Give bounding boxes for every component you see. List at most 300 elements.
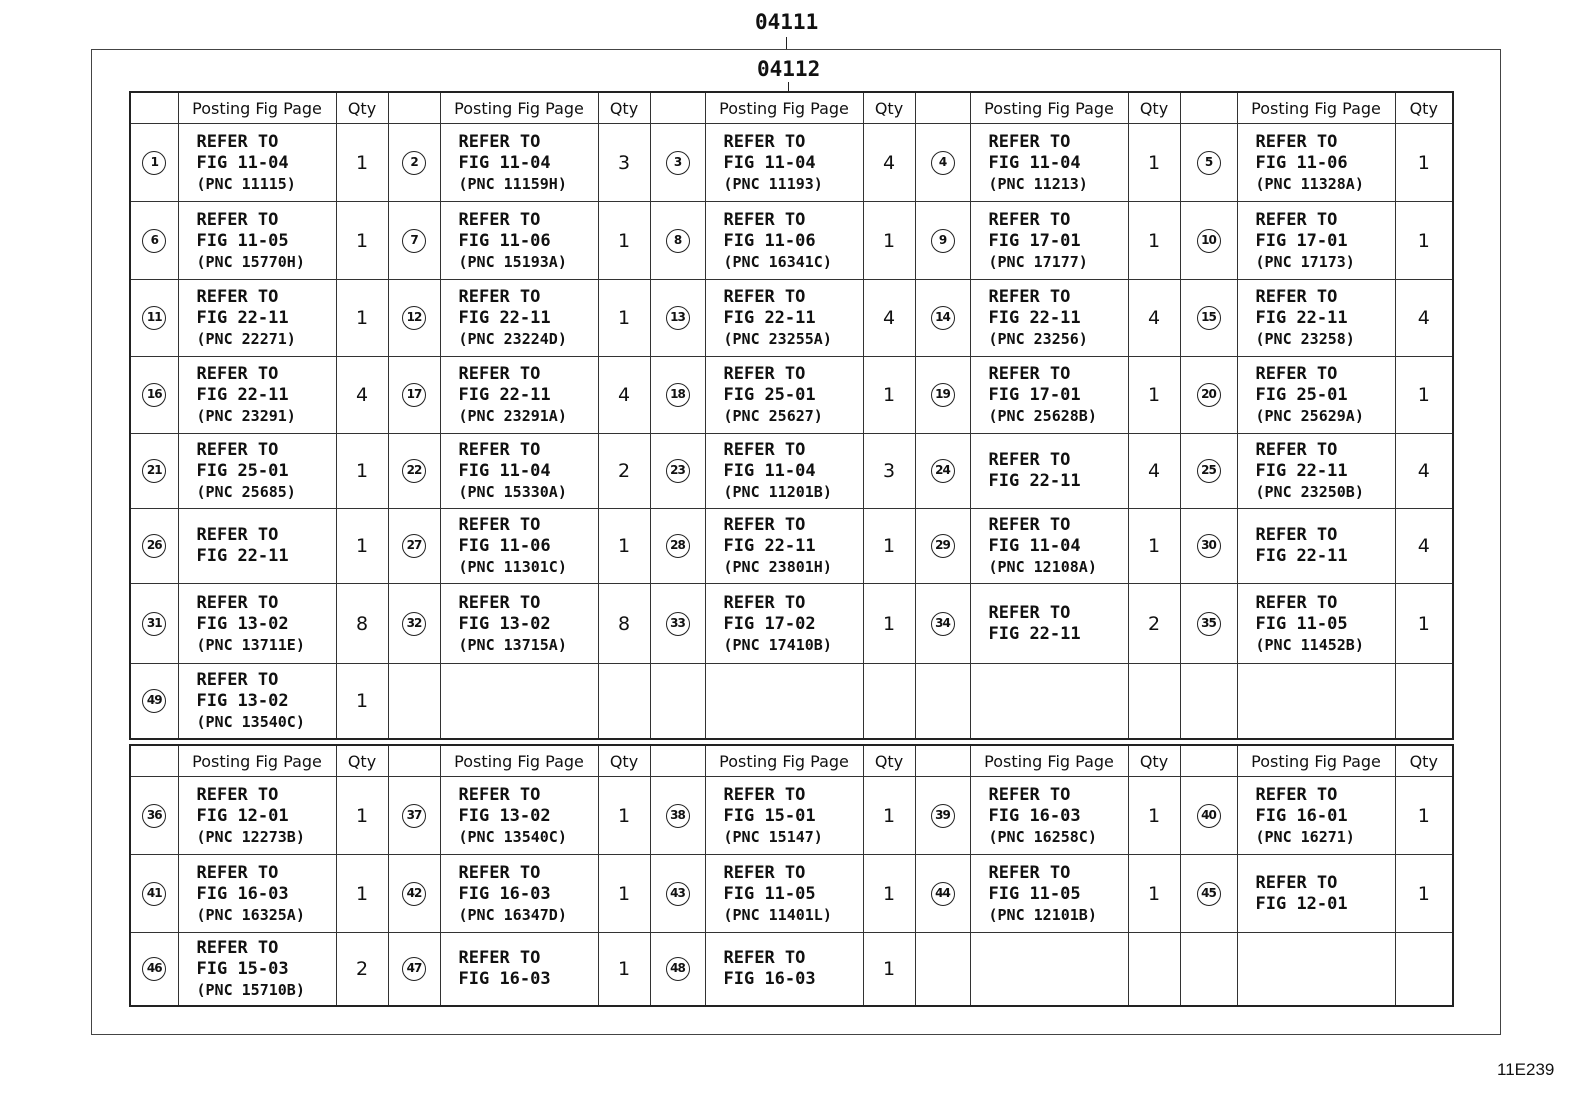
refer-to-text: REFER TO — [723, 440, 806, 460]
circled-ref-number: 42 — [402, 882, 426, 906]
circled-ref-number: 2 — [402, 151, 426, 175]
qty-cell — [1128, 933, 1180, 1006]
fig-page-text: FIG 22-11 — [723, 308, 816, 328]
refer-to-text: REFER TO — [988, 862, 1071, 883]
header-qty: Qty — [1395, 92, 1453, 124]
qty-cell — [598, 664, 650, 739]
fig-page-text: FIG 13-02 — [458, 613, 551, 634]
header-qty: Qty — [863, 745, 915, 777]
table-row — [130, 280, 1453, 357]
fig-page-text: FIG 17-02 — [723, 613, 816, 634]
fig-page-text: FIG 11-04 — [723, 152, 816, 173]
refer-to-text: REFER TO — [458, 364, 541, 384]
posting-cell — [970, 124, 1128, 202]
ref-number-cell — [388, 933, 440, 1006]
posting-cell — [178, 280, 336, 357]
pnc-text: (PNC 25628B) — [988, 407, 1097, 425]
qty-cell: 1 — [863, 357, 915, 434]
table-row — [130, 202, 1453, 280]
pnc-text: (PNC 23224D) — [458, 330, 567, 348]
posting-cell — [440, 202, 598, 280]
fig-page-text: FIG 13-02 — [458, 805, 551, 826]
posting-cell — [440, 584, 598, 664]
fig-page-text: FIG 11-06 — [458, 536, 551, 556]
pnc-text: (PNC 12101B) — [988, 905, 1097, 924]
qty-cell: 4 — [863, 280, 915, 357]
posting-cell — [178, 855, 336, 933]
refer-to-text: REFER TO — [196, 287, 279, 307]
ref-number-cell — [915, 777, 970, 855]
fig-page-text: FIG 22-11 — [1255, 308, 1348, 328]
qty-cell: 4 — [863, 124, 915, 202]
header-qty: Qty — [336, 92, 388, 124]
pnc-text: (PNC 25627) — [723, 407, 823, 425]
header-qty: Qty — [336, 745, 388, 777]
posting-cell — [705, 124, 863, 202]
qty-cell: 1 — [336, 855, 388, 933]
posting-cell — [440, 357, 598, 434]
posting-cell — [440, 280, 598, 357]
fig-page-text: FIG 12-01 — [196, 805, 289, 826]
ref-number-cell — [650, 584, 705, 664]
pnc-text: (PNC 16341C) — [723, 252, 832, 271]
pnc-text: (PNC 15193A) — [458, 252, 567, 271]
header-qty: Qty — [863, 92, 915, 124]
qty-cell: 1 — [1395, 357, 1453, 434]
refer-to-text: REFER TO — [196, 525, 279, 545]
posting-cell — [705, 509, 863, 584]
qty-cell: 1 — [863, 777, 915, 855]
ref-number-cell — [1180, 509, 1237, 584]
qty-cell: 1 — [863, 202, 915, 280]
circled-ref-number: 6 — [142, 229, 166, 253]
posting-cell — [1237, 357, 1395, 434]
fig-page-text: FIG 11-06 — [1255, 152, 1348, 173]
ref-number-cell — [915, 357, 970, 434]
ref-number-cell — [130, 434, 178, 509]
ref-number-cell — [1180, 584, 1237, 664]
qty-cell: 1 — [336, 509, 388, 584]
posting-cell — [970, 855, 1128, 933]
circled-ref-number: 26 — [142, 534, 166, 558]
posting-cell — [1237, 933, 1395, 1006]
ref-number-cell — [650, 357, 705, 434]
pnc-text: (PNC 15770H) — [196, 252, 305, 271]
pnc-text: (PNC 11115) — [196, 174, 296, 193]
refer-to-text: REFER TO — [458, 947, 541, 968]
header-qty: Qty — [1395, 745, 1453, 777]
refer-to-text: REFER TO — [196, 440, 279, 460]
circled-ref-number: 18 — [666, 383, 690, 407]
refer-to-text: REFER TO — [988, 784, 1071, 805]
circled-ref-number: 5 — [1197, 151, 1221, 175]
pnc-text: (PNC 23255A) — [723, 330, 832, 348]
circled-ref-number: 21 — [142, 459, 166, 483]
assembly-label-inner: 04112 — [757, 57, 821, 81]
qty-cell: 1 — [863, 509, 915, 584]
fig-page-text: FIG 15-03 — [196, 958, 289, 979]
pnc-text: (PNC 11301C) — [458, 558, 567, 576]
refer-to-text: REFER TO — [988, 287, 1071, 307]
pnc-text: (PNC 16258C) — [988, 827, 1097, 846]
posting-cell — [970, 280, 1128, 357]
qty-cell: 1 — [1128, 855, 1180, 933]
ref-number-cell — [388, 280, 440, 357]
refer-to-text: REFER TO — [988, 602, 1071, 623]
posting-cell — [705, 202, 863, 280]
fig-page-text: FIG 16-03 — [458, 883, 551, 904]
header-posting-fig-page: Posting Fig Page — [1237, 745, 1395, 777]
fig-page-text: FIG 22-11 — [988, 308, 1081, 328]
qty-cell: 1 — [598, 509, 650, 584]
qty-cell: 4 — [336, 357, 388, 434]
posting-cell — [705, 777, 863, 855]
ref-number-cell — [388, 124, 440, 202]
circled-ref-number: 17 — [402, 383, 426, 407]
qty-cell: 1 — [1128, 202, 1180, 280]
posting-cell — [705, 584, 863, 664]
refer-to-text: REFER TO — [723, 592, 806, 613]
fig-page-text: FIG 22-11 — [196, 308, 289, 328]
qty-cell: 1 — [1128, 124, 1180, 202]
circled-ref-number: 4 — [931, 151, 955, 175]
posting-cell — [178, 584, 336, 664]
qty-cell: 4 — [1128, 280, 1180, 357]
circled-ref-number: 30 — [1197, 534, 1221, 558]
ref-number-cell — [1180, 357, 1237, 434]
ref-number-cell — [130, 202, 178, 280]
posting-cell — [1237, 434, 1395, 509]
circled-ref-number: 31 — [142, 612, 166, 636]
table-row — [130, 124, 1453, 202]
posting-cell — [178, 124, 336, 202]
ref-number-cell — [915, 855, 970, 933]
ref-number-cell — [1180, 280, 1237, 357]
refer-to-text: REFER TO — [988, 131, 1071, 152]
table-row — [130, 855, 1453, 933]
posting-cell — [970, 777, 1128, 855]
refer-to-text: REFER TO — [723, 947, 806, 968]
ref-number-cell — [1180, 434, 1237, 509]
ref-number-cell — [915, 434, 970, 509]
ref-number-cell — [915, 280, 970, 357]
circled-ref-number: 3 — [666, 151, 690, 175]
fig-page-text: FIG 11-05 — [988, 883, 1081, 904]
fig-page-text: FIG 22-11 — [196, 385, 289, 405]
posting-cell — [178, 664, 336, 739]
fig-page-text: FIG 17-01 — [988, 385, 1081, 405]
ref-number-cell — [650, 777, 705, 855]
illustration-code: 11E239 — [1497, 1060, 1555, 1079]
posting-cell — [440, 434, 598, 509]
table-row — [130, 933, 1453, 1006]
ref-number-cell — [650, 124, 705, 202]
refer-to-text: REFER TO — [1255, 364, 1338, 384]
refer-to-text: REFER TO — [196, 669, 279, 690]
posting-cell — [440, 933, 598, 1006]
header-posting-fig-page: Posting Fig Page — [178, 745, 336, 777]
ref-number-cell — [1180, 933, 1237, 1006]
pnc-text: (PNC 17173) — [1255, 252, 1355, 271]
circled-ref-number: 7 — [402, 229, 426, 253]
header-qty: Qty — [1128, 92, 1180, 124]
posting-cell — [440, 777, 598, 855]
pnc-text: (PNC 16325A) — [196, 905, 305, 924]
circled-ref-number: 12 — [402, 306, 426, 330]
refer-to-text: REFER TO — [1255, 209, 1338, 230]
posting-cell — [705, 434, 863, 509]
refer-to-text: REFER TO — [196, 131, 279, 152]
ref-number-cell — [1180, 855, 1237, 933]
ref-number-cell — [1180, 777, 1237, 855]
pnc-text: (PNC 23291) — [196, 407, 296, 425]
circled-ref-number: 25 — [1197, 459, 1221, 483]
refer-to-text: REFER TO — [1255, 525, 1338, 545]
pnc-text: (PNC 15330A) — [458, 483, 567, 501]
qty-cell — [1395, 933, 1453, 1006]
circled-ref-number: 14 — [931, 306, 955, 330]
table-row — [130, 664, 1453, 739]
fig-page-text: FIG 11-05 — [196, 230, 289, 251]
refer-to-text: REFER TO — [1255, 592, 1338, 613]
posting-cell — [1237, 777, 1395, 855]
pnc-text: (PNC 23291A) — [458, 407, 567, 425]
table-row — [130, 434, 1453, 509]
header-qty: Qty — [1128, 745, 1180, 777]
posting-cell — [440, 124, 598, 202]
circled-ref-number: 9 — [931, 229, 955, 253]
refer-to-text: REFER TO — [1255, 131, 1338, 152]
fig-page-text: FIG 11-05 — [723, 883, 816, 904]
qty-cell: 4 — [1395, 509, 1453, 584]
header-ref-no — [130, 92, 178, 124]
qty-cell: 8 — [336, 584, 388, 664]
refer-to-text: REFER TO — [458, 784, 541, 805]
table-row — [130, 357, 1453, 434]
qty-cell: 1 — [598, 933, 650, 1006]
qty-cell: 4 — [1395, 280, 1453, 357]
refer-to-text: REFER TO — [196, 592, 279, 613]
posting-cell — [705, 280, 863, 357]
refer-to-text: REFER TO — [988, 209, 1071, 230]
qty-cell: 1 — [336, 280, 388, 357]
pnc-text: (PNC 17177) — [988, 252, 1088, 271]
circled-ref-number: 19 — [931, 383, 955, 407]
qty-cell: 1 — [336, 124, 388, 202]
refer-to-text: REFER TO — [196, 784, 279, 805]
pnc-text: (PNC 13540C) — [458, 827, 567, 846]
pnc-text: (PNC 13711E) — [196, 635, 305, 654]
pnc-text: (PNC 15147) — [723, 827, 823, 846]
fig-page-text: FIG 16-03 — [196, 883, 289, 904]
ref-number-cell — [915, 584, 970, 664]
posting-cell — [970, 202, 1128, 280]
qty-cell: 1 — [598, 280, 650, 357]
ref-number-cell — [650, 664, 705, 739]
pnc-text: (PNC 22271) — [196, 330, 296, 348]
fig-page-text: FIG 11-06 — [458, 230, 551, 251]
qty-cell: 1 — [336, 434, 388, 509]
posting-cell — [440, 509, 598, 584]
header-ref-no — [1180, 745, 1237, 777]
posting-cell — [1237, 124, 1395, 202]
circled-ref-number: 8 — [666, 229, 690, 253]
ref-number-cell — [130, 777, 178, 855]
ref-number-cell — [650, 855, 705, 933]
ref-number-cell — [130, 855, 178, 933]
ref-number-cell — [915, 202, 970, 280]
qty-cell: 4 — [1395, 434, 1453, 509]
qty-cell: 1 — [598, 202, 650, 280]
circled-ref-number: 39 — [931, 804, 955, 828]
qty-cell: 1 — [1128, 777, 1180, 855]
pnc-text: (PNC 17410B) — [723, 635, 832, 654]
ref-number-cell — [130, 933, 178, 1006]
ref-number-cell — [130, 584, 178, 664]
fig-page-text: FIG 11-04 — [458, 152, 551, 173]
header-ref-no — [650, 745, 705, 777]
refer-to-text: REFER TO — [1255, 287, 1338, 307]
ref-number-cell — [1180, 202, 1237, 280]
circled-ref-number: 27 — [402, 534, 426, 558]
ref-number-cell — [650, 933, 705, 1006]
header-qty: Qty — [598, 92, 650, 124]
refer-to-text: REFER TO — [988, 450, 1071, 470]
circled-ref-number: 1 — [142, 151, 166, 175]
ref-number-cell — [388, 777, 440, 855]
qty-cell: 1 — [1395, 584, 1453, 664]
table-row — [130, 584, 1453, 664]
pnc-text: (PNC 15710B) — [196, 980, 305, 999]
qty-cell — [1128, 664, 1180, 739]
qty-cell: 1 — [1128, 357, 1180, 434]
parts-table-lower — [129, 744, 1454, 1007]
pnc-text: (PNC 23256) — [988, 330, 1088, 348]
qty-cell — [863, 664, 915, 739]
qty-cell: 1 — [863, 584, 915, 664]
table-row — [130, 777, 1453, 855]
pnc-text: (PNC 11401L) — [723, 905, 832, 924]
ref-number-cell — [388, 434, 440, 509]
posting-cell — [705, 933, 863, 1006]
fig-page-text: FIG 11-06 — [723, 230, 816, 251]
fig-page-text: FIG 11-04 — [988, 536, 1081, 556]
posting-cell — [1237, 855, 1395, 933]
circled-ref-number: 22 — [402, 459, 426, 483]
pnc-text: (PNC 11193) — [723, 174, 823, 193]
qty-cell: 2 — [1128, 584, 1180, 664]
header-ref-no — [650, 92, 705, 124]
refer-to-text: REFER TO — [723, 364, 806, 384]
refer-to-text: REFER TO — [196, 937, 279, 958]
posting-cell — [970, 664, 1128, 739]
header-posting-fig-page: Posting Fig Page — [1237, 92, 1395, 124]
header-posting-fig-page: Posting Fig Page — [440, 745, 598, 777]
fig-page-text: FIG 25-01 — [196, 461, 289, 481]
refer-to-text: REFER TO — [458, 515, 541, 535]
qty-cell: 1 — [336, 777, 388, 855]
qty-cell — [1395, 664, 1453, 739]
pnc-text: (PNC 12108A) — [988, 558, 1097, 576]
refer-to-text: REFER TO — [458, 440, 541, 460]
refer-to-text: REFER TO — [1255, 440, 1338, 460]
header-ref-no — [388, 745, 440, 777]
pnc-text: (PNC 11452B) — [1255, 635, 1364, 654]
ref-number-cell — [1180, 124, 1237, 202]
qty-cell: 1 — [336, 664, 388, 739]
ref-number-cell — [130, 509, 178, 584]
pnc-text: (PNC 11159H) — [458, 174, 567, 193]
qty-cell: 1 — [336, 202, 388, 280]
refer-to-text: REFER TO — [723, 784, 806, 805]
posting-cell — [705, 855, 863, 933]
qty-cell: 1 — [1395, 855, 1453, 933]
pnc-text: (PNC 13715A) — [458, 635, 567, 654]
pnc-text: (PNC 16271) — [1255, 827, 1355, 846]
fig-page-text: FIG 13-02 — [196, 690, 289, 711]
pnc-text: (PNC 23250B) — [1255, 483, 1364, 501]
fig-page-text: FIG 11-04 — [723, 461, 816, 481]
fig-page-text: FIG 13-02 — [196, 613, 289, 634]
ref-number-cell — [130, 124, 178, 202]
ref-number-cell — [388, 509, 440, 584]
fig-page-text: FIG 16-03 — [458, 968, 551, 989]
fig-page-text: FIG 15-01 — [723, 805, 816, 826]
fig-page-text: FIG 11-04 — [196, 152, 289, 173]
refer-to-text: REFER TO — [988, 515, 1071, 535]
circled-ref-number: 28 — [666, 534, 690, 558]
pnc-text: (PNC 11213) — [988, 174, 1088, 193]
ref-number-cell — [130, 280, 178, 357]
circled-ref-number: 35 — [1197, 612, 1221, 636]
refer-to-text: REFER TO — [458, 131, 541, 152]
circled-ref-number: 45 — [1197, 882, 1221, 906]
ref-number-cell — [1180, 664, 1237, 739]
qty-cell: 1 — [1128, 509, 1180, 584]
refer-to-text: REFER TO — [723, 515, 806, 535]
posting-cell — [178, 509, 336, 584]
pnc-text: (PNC 23801H) — [723, 558, 832, 576]
qty-cell: 3 — [598, 124, 650, 202]
refer-to-text: REFER TO — [196, 862, 279, 883]
posting-cell — [1237, 509, 1395, 584]
fig-page-text: FIG 11-04 — [988, 152, 1081, 173]
parts-table-upper — [129, 91, 1454, 740]
ref-number-cell — [915, 933, 970, 1006]
ref-number-cell — [388, 584, 440, 664]
qty-cell: 8 — [598, 584, 650, 664]
refer-to-text: REFER TO — [196, 364, 279, 384]
ref-number-cell — [650, 202, 705, 280]
posting-cell — [440, 664, 598, 739]
posting-cell — [1237, 202, 1395, 280]
fig-page-text: FIG 16-03 — [988, 805, 1081, 826]
ref-number-cell — [388, 202, 440, 280]
fig-page-text: FIG 17-01 — [1255, 230, 1348, 251]
inner-label-leader — [788, 82, 789, 91]
qty-cell: 2 — [336, 933, 388, 1006]
pnc-text: (PNC 25629A) — [1255, 407, 1364, 425]
header-ref-no — [388, 92, 440, 124]
pnc-text: (PNC 11201B) — [723, 483, 832, 501]
circled-ref-number: 11 — [142, 306, 166, 330]
circled-ref-number: 38 — [666, 804, 690, 828]
posting-cell — [178, 357, 336, 434]
refer-to-text: REFER TO — [1255, 872, 1338, 893]
refer-to-text: REFER TO — [723, 131, 806, 152]
fig-page-text: FIG 11-05 — [1255, 613, 1348, 634]
header-posting-fig-page: Posting Fig Page — [440, 92, 598, 124]
